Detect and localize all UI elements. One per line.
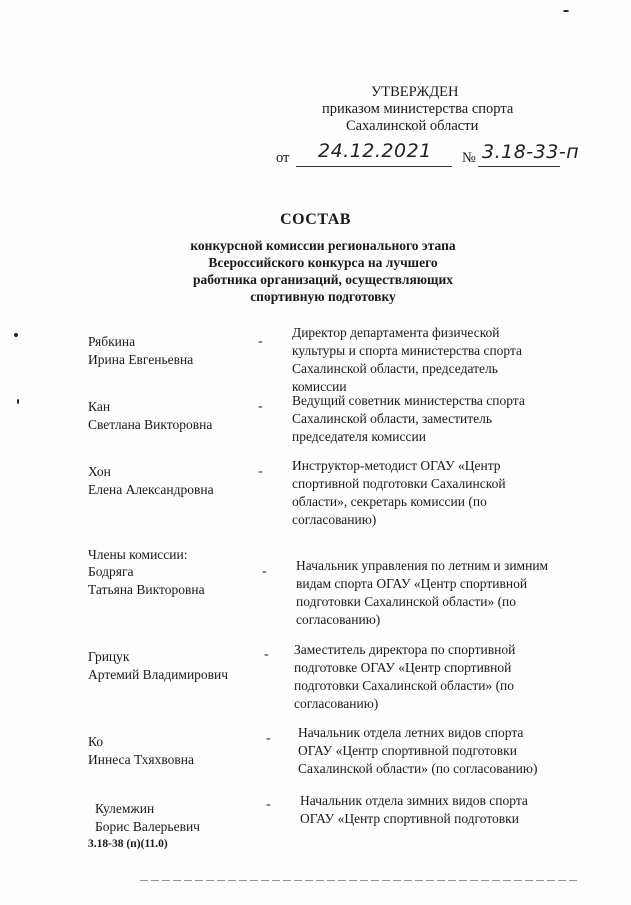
member-given-name: Артемий Владимирович: [88, 667, 229, 682]
document-title: СОСТАВ: [280, 211, 351, 228]
member-role: Начальник отдела зимних видов спорта ОГАУ «Центр спортивной подготовки: [300, 793, 528, 826]
member-dash: -: [258, 399, 263, 414]
member-surname: Ко: [88, 734, 104, 749]
member-given-name: Светлана Викторовна: [88, 417, 213, 432]
document-code: 3.18-38 (п)(11.0): [88, 838, 168, 850]
member-surname: Рябкина: [88, 334, 136, 349]
subtitle-line: конкурсной комиссии регионального этапа: [190, 238, 456, 253]
approval-region-line: Сахалинской области: [346, 118, 479, 134]
member-role: Директор департамента физической культуры и спорта министерства спорта Сахалинской области, председатель комиссии: [292, 325, 523, 394]
subtitle-line: Всероссийского конкурса на лучшего: [208, 255, 438, 270]
member-surname: Кан: [88, 399, 111, 414]
page-bottom-edge: [140, 880, 580, 881]
member-role: Инструктор-методист ОГАУ «Центр спортивной подготовки Сахалинской области», секретарь комиссии (по согласованию): [292, 458, 506, 527]
approval-title: УТВЕРЖДЕН: [371, 84, 459, 100]
handwritten-date: 24.12.2021: [318, 140, 432, 162]
member-role: Ведущий советник министерства спорта Сахалинской области, заместитель председателя комиссии: [292, 393, 525, 444]
member-role: Заместитель директора по спортивной подготовке ОГАУ «Центр спортивной подготовки Сахалинской области» (по согласованию): [294, 642, 516, 711]
member-dash: -: [264, 647, 269, 662]
subtitle-line: работника организаций, осуществляющих: [193, 272, 453, 287]
member-surname: Хон: [88, 464, 111, 479]
member-given-name: Елена Александровна: [88, 482, 214, 497]
member-given-name: Борис Валерьевич: [95, 819, 200, 834]
member-given-name: Ирина Евгеньевна: [88, 352, 194, 367]
scan-speck: [563, 10, 569, 12]
member-dash: -: [258, 334, 263, 349]
member-role: Начальник управления по летним и зимним видам спорта ОГАУ «Центр спортивной подготовки Сахалинской области» (по согласованию): [296, 558, 549, 627]
member-surname: Грицук: [88, 649, 130, 664]
document-subtitle: [100, 237, 546, 305]
member-dash: -: [258, 464, 263, 479]
members-heading: Члены комиссии:: [88, 547, 188, 562]
date-underline: [296, 166, 452, 167]
member-surname: Бодряга: [88, 564, 134, 579]
member-role: Начальник отдела летних видов спорта ОГАУ «Центр спортивной подготовки Сахалинской области» (по согласованию): [298, 725, 538, 776]
approval-order-line: приказом министерства спорта: [322, 101, 514, 117]
scan-speck: [14, 333, 18, 337]
member-dash: -: [266, 797, 271, 812]
member-dash: -: [266, 731, 271, 746]
subtitle-line: спортивную подготовку: [250, 289, 396, 304]
handwritten-number: 3.18-33-п: [482, 141, 580, 163]
member-dash: -: [262, 564, 267, 579]
number-label: №: [462, 150, 476, 166]
date-from-label: от: [276, 150, 290, 166]
number-underline: [478, 166, 560, 167]
member-given-name: Иннеса Тхяхвовна: [88, 752, 194, 767]
member-surname: Кулемжин: [95, 801, 155, 816]
scan-speck: [17, 399, 19, 404]
member-given-name: Татьяна Викторовна: [88, 582, 205, 597]
